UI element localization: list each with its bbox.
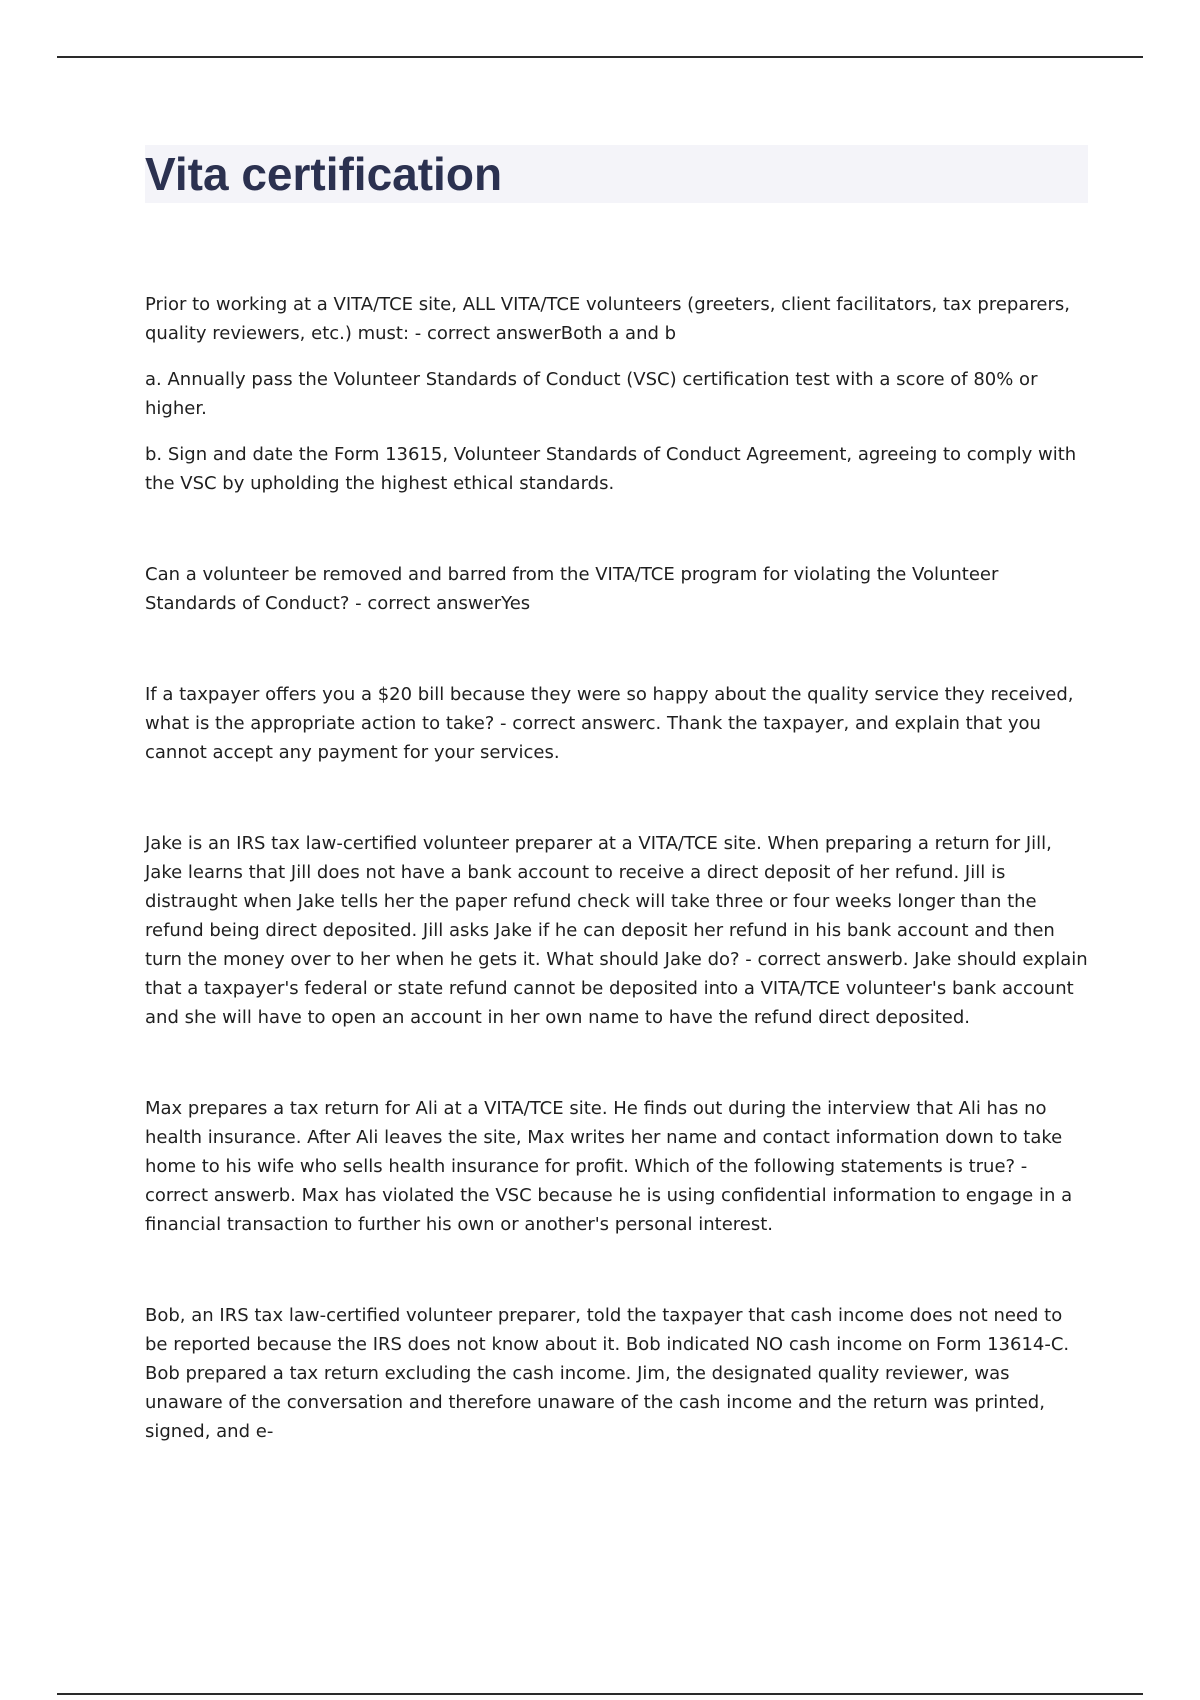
bottom-divider	[57, 1693, 1143, 1695]
answer-option-a: a. Annually pass the Volunteer Standards of Conduct (VSC) certification test with a score of 80% or higher.	[145, 369, 1038, 419]
question-text: Jake is an IRS tax law-certified volunteer preparer at a VITA/TCE site. When preparing a return for Jill, Jake learns that Jill does not have a bank account to receive a direct deposit of her refund. Jill is distraught when Jake tells her the paper refund check will take three or four weeks longer than the refund being direct deposited. Jill asks Jake if he can deposit her refund in his bank account and then turn the money over to her when he gets it. What should Jake do? - correct answerb. Jake should explain that a taxpayer's federal or state refund cannot be deposited into a VITA/TCE volunteer's bank account and she will have to open an account in her own name to have the refund direct deposited.	[145, 833, 1088, 1028]
question-block-6	[145, 1301, 1090, 1446]
document-body	[145, 290, 1090, 1446]
question-text: Max prepares a tax return for Ali at a VITA/TCE site. He finds out during the interview that Ali has no health insurance. After Ali leaves the site, Max writes her name and contact information down to take home to his wife who sells health insurance for profit. Which of the following statements is true? - correct answerb. Max has violated the VSC because he is using confidential information to engage in a financial transaction to further his own or another's personal interest.	[145, 1098, 1073, 1235]
page-title: Vita certification	[145, 148, 503, 200]
question-block-4	[145, 829, 1090, 1032]
question-text: Prior to working at a VITA/TCE site, ALL VITA/TCE volunteers (greeters, client facilitators, tax preparers, quality reviewers, etc.) must: - correct answerBoth a and b	[145, 294, 1070, 344]
question-block-2	[145, 560, 1090, 618]
question-text: Can a volunteer be removed and barred from the VITA/TCE program for violating the Volunteer Standards of Conduct? - correct answerYes	[145, 564, 999, 614]
question-text: If a taxpayer offers you a $20 bill because they were so happy about the quality service they received, what is the appropriate action to take? - correct answerc. Thank the taxpayer, and explain that you cannot accept any payment for your services.	[145, 684, 1074, 763]
question-block-1	[145, 290, 1090, 498]
top-divider	[57, 56, 1143, 58]
question-block-3	[145, 680, 1090, 767]
question-block-5	[145, 1094, 1090, 1239]
answer-option-b: b. Sign and date the Form 13615, Volunteer Standards of Conduct Agreement, agreeing to comply with the VSC by upholding the highest ethical standards.	[145, 444, 1077, 494]
question-text: Bob, an IRS tax law-certified volunteer preparer, told the taxpayer that cash income does not need to be reported because the IRS does not know about it. Bob indicated NO cash income on Form 13614-C. Bob prepared a tax return excluding the cash income. Jim, the designated quality reviewer, was unaware of the conversation and therefore unaware of the cash income and the return was printed, signed, and e-	[145, 1305, 1070, 1442]
